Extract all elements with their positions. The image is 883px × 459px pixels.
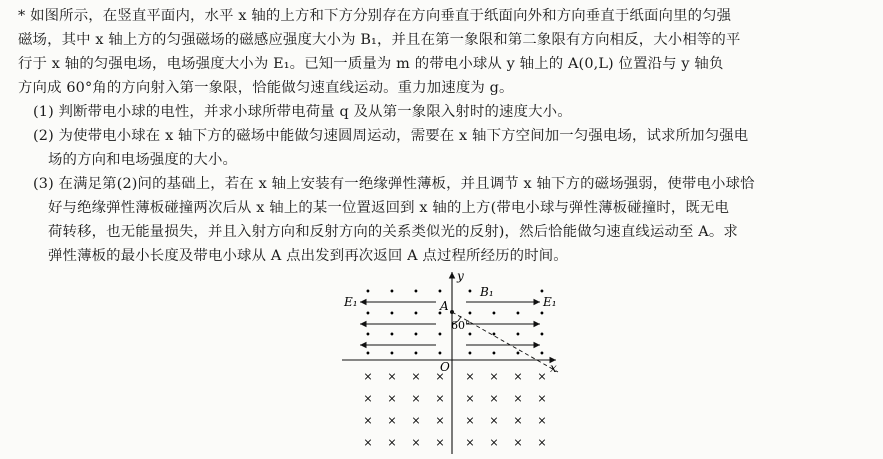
magnetic-dot: • (467, 309, 473, 320)
magnetic-cross: × (513, 392, 523, 405)
magnetic-dot: • (467, 330, 473, 341)
magnetic-cross: × (387, 392, 397, 405)
point-a-label: A (440, 299, 449, 313)
magnetic-dot: • (365, 287, 371, 298)
magnetic-dot: • (413, 309, 419, 320)
magnetic-cross: × (363, 370, 373, 383)
magnetic-cross: × (387, 370, 397, 383)
magnetic-field-in-crosses (363, 370, 546, 449)
field-e-left-label: E₁ (344, 295, 358, 309)
magnetic-dot: • (389, 309, 395, 320)
question-3-line-1: (3) 在满足第(2)问的基础上，若在 x 轴上安装有一绝缘弹性薄板，并且调节 x 轴下方的磁场强弱，使带电小球恰 (33, 176, 755, 192)
magnetic-dot: • (491, 330, 497, 341)
magnetic-cross: × (411, 392, 421, 405)
electric-field-left-arrows (360, 302, 436, 345)
magnetic-dot: • (365, 349, 371, 360)
problem-line-1: * 如图所示，在竖直平面内，水平 x 轴的上方和下方分别存在方向垂直于纸面向外和方向垂直于纸面向里的匀强 (18, 8, 732, 24)
magnetic-dot: • (539, 349, 545, 360)
magnetic-dot: • (413, 330, 419, 341)
magnetic-cross: × (465, 392, 475, 405)
magnetic-dot: • (437, 287, 443, 298)
magnetic-cross: × (435, 392, 445, 405)
magnetic-dot: • (389, 287, 395, 298)
magnetic-dot: • (437, 309, 443, 320)
magnetic-cross: × (489, 414, 499, 427)
problem-line-3: 行于 x 轴的匀强电场，电场强度大小为 E₁。已知一质量为 m 的带电小球从 y 轴上的 A(0,L) 位置沿与 y 轴负 (18, 56, 724, 72)
angle-label: 60° (451, 319, 471, 332)
magnetic-dot: • (539, 330, 545, 341)
magnetic-dot: • (413, 349, 419, 360)
electric-field-right-arrows (466, 302, 540, 345)
magnetic-dot: • (389, 330, 395, 341)
magnetic-dot: • (539, 287, 545, 298)
magnetic-dot: • (365, 330, 371, 341)
magnetic-cross: × (537, 392, 547, 405)
magnetic-cross: × (489, 392, 499, 405)
question-2-line-1: (2) 为使带电小球在 x 轴下方的磁场中能做匀速圆周运动，需要在 x 轴下方空间加一匀强电场，试求所加匀强电 (33, 128, 749, 144)
point-a-marker (450, 310, 454, 314)
magnetic-dot: • (437, 330, 443, 341)
magnetic-cross: × (489, 436, 499, 449)
magnetic-dot: • (515, 349, 521, 360)
field-b-label: B₁ (480, 285, 494, 299)
magnetic-cross: × (435, 436, 445, 449)
x-axis-label: x (550, 361, 557, 375)
question-3-line-2: 好与绝缘弹性薄板碰撞两次后从 x 轴上的某一位置返回到 x 轴的上方(带电小球与弹性薄板碰撞时，既无电 (48, 200, 729, 216)
y-axis-label: y (457, 269, 464, 283)
magnetic-cross: × (411, 436, 421, 449)
magnetic-cross: × (537, 436, 547, 449)
magnetic-cross: × (411, 414, 421, 427)
magnetic-cross: × (435, 414, 445, 427)
question-3-line-3: 荷转移，也无能量损失，并且入射方向和反射方向的关系类似光的反射)，然后恰能做匀速直线运动至 A。求 (48, 224, 738, 240)
problem-line-2: 磁场，其中 x 轴上方的匀强磁场的磁感应强度大小为 B₁，并且在第一象限和第二象限有方向相反，大小相等的平 (18, 32, 741, 48)
magnetic-dot: • (467, 349, 473, 360)
magnetic-cross: × (465, 414, 475, 427)
magnetic-dot: • (467, 287, 473, 298)
magnetic-cross: × (513, 414, 523, 427)
magnetic-cross: × (513, 436, 523, 449)
magnetic-dot: • (539, 309, 545, 320)
magnetic-cross: × (363, 392, 373, 405)
magnetic-dot: • (413, 287, 419, 298)
magnetic-cross: × (411, 370, 421, 383)
problem-line-4: 方向成 60°角的方向射入第一象限，恰能做匀速直线运动。重力加速度为 g。 (18, 80, 514, 96)
magnetic-dot: • (389, 349, 395, 360)
magnetic-cross: × (489, 370, 499, 383)
magnetic-dot: • (437, 349, 443, 360)
magnetic-cross: × (363, 436, 373, 449)
magnetic-cross: × (387, 436, 397, 449)
magnetic-cross: × (435, 370, 445, 383)
field-diagram (330, 268, 570, 458)
magnetic-dot: • (365, 309, 371, 320)
magnetic-cross: × (387, 414, 397, 427)
origin-label: O (440, 360, 450, 374)
question-1-line-1: (1) 判断带电小球的电性，并求小球所带电荷量 q 及从第一象限入射时的速度大小。 (33, 104, 572, 120)
magnetic-cross: × (363, 414, 373, 427)
magnetic-cross: × (537, 370, 547, 383)
question-3-line-4: 弹性薄板的最小长度及带电小球从 A 点出发到再次返回 A 点过程所经历的时间。 (48, 248, 568, 264)
magnetic-cross: × (465, 370, 475, 383)
magnetic-dot: • (491, 309, 497, 320)
magnetic-cross: × (513, 370, 523, 383)
magnetic-dot: • (515, 309, 521, 320)
question-2-line-2: 场的方向和电场强度的大小。 (48, 152, 238, 168)
magnetic-cross: × (537, 414, 547, 427)
magnetic-dot: • (491, 349, 497, 360)
field-e-right-label: E₁ (543, 295, 557, 309)
magnetic-cross: × (465, 436, 475, 449)
magnetic-dot: • (515, 330, 521, 341)
